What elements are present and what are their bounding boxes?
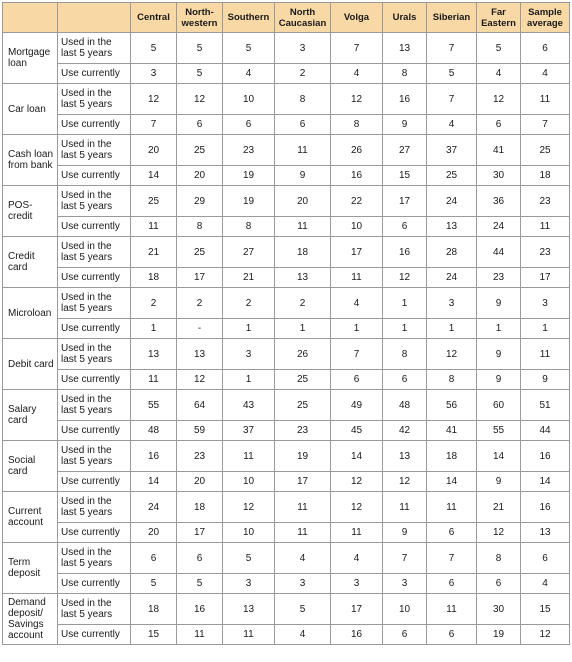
table-cell: 9	[477, 370, 521, 390]
table-cell: 45	[331, 421, 383, 441]
table-cell: 9	[477, 288, 521, 319]
table-cell: 4	[223, 64, 275, 84]
table-cell: 6	[427, 523, 477, 543]
table-cell: 27	[383, 135, 427, 166]
table-row	[3, 370, 570, 390]
table-cell: 17	[521, 268, 570, 288]
table-cell: 1	[223, 370, 275, 390]
table-cell: 5	[131, 574, 177, 594]
table-cell: 15	[131, 625, 177, 645]
table-cell: 6	[427, 625, 477, 645]
usage-label: Used in the last 5 years	[58, 543, 131, 574]
table-cell: 20	[275, 186, 331, 217]
table-cell: 37	[223, 421, 275, 441]
table-cell: 24	[427, 268, 477, 288]
table-cell: 23	[477, 268, 521, 288]
table-cell: 16	[131, 441, 177, 472]
usage-label: Use currently	[58, 166, 131, 186]
product-label: Cash loan from bank	[3, 135, 58, 186]
usage-label: Used in the last 5 years	[58, 135, 131, 166]
product-label: Demand deposit/ Savings account	[3, 594, 58, 645]
table-row	[3, 472, 570, 492]
table-cell: 3	[275, 33, 331, 64]
table-cell: 41	[427, 421, 477, 441]
table-cell: 7	[331, 33, 383, 64]
table-cell: 3	[383, 574, 427, 594]
table-body	[3, 33, 570, 645]
table-cell: 3	[275, 574, 331, 594]
product-label: Current account	[3, 492, 58, 543]
table-cell: 11	[223, 625, 275, 645]
product-label: Salary card	[3, 390, 58, 441]
table-cell: 3	[521, 288, 570, 319]
table-cell: 6	[223, 115, 275, 135]
table-row	[3, 186, 570, 217]
usage-label: Used in the last 5 years	[58, 237, 131, 268]
table-cell: 7	[331, 339, 383, 370]
table-cell: 12	[383, 268, 427, 288]
product-label: Debit card	[3, 339, 58, 390]
table-cell: 60	[477, 390, 521, 421]
table-cell: 13	[383, 441, 427, 472]
table-cell: 25	[275, 370, 331, 390]
column-header: North Caucasian	[275, 3, 331, 33]
table-cell: 18	[427, 441, 477, 472]
table-cell: 5	[223, 543, 275, 574]
table-cell: 1	[275, 319, 331, 339]
table-cell: 9	[477, 472, 521, 492]
table-cell: 20	[177, 166, 223, 186]
table-cell: 14	[131, 166, 177, 186]
table-cell: 11	[331, 268, 383, 288]
table-cell: 13	[223, 594, 275, 625]
table-cell: 2	[131, 288, 177, 319]
table-header-row	[3, 3, 570, 33]
usage-label: Used in the last 5 years	[58, 390, 131, 421]
table-cell: 11	[521, 339, 570, 370]
table-cell: 1	[383, 288, 427, 319]
table-cell: 6	[383, 625, 427, 645]
table-row	[3, 492, 570, 523]
table-cell: 64	[177, 390, 223, 421]
table-cell: 8	[223, 217, 275, 237]
table-cell: 48	[383, 390, 427, 421]
table-cell: 7	[383, 543, 427, 574]
table-cell: 9	[383, 523, 427, 543]
table-cell: 3	[427, 288, 477, 319]
table-cell: 4	[521, 574, 570, 594]
table-cell: 13	[177, 339, 223, 370]
table-cell: 10	[223, 84, 275, 115]
table-cell: 5	[177, 64, 223, 84]
table-cell: 11	[275, 135, 331, 166]
table-row	[3, 523, 570, 543]
table-cell: 25	[131, 186, 177, 217]
usage-label: Use currently	[58, 523, 131, 543]
table-cell: 7	[521, 115, 570, 135]
table-cell: 11	[131, 217, 177, 237]
table-cell: 36	[477, 186, 521, 217]
usage-label: Use currently	[58, 370, 131, 390]
table-row	[3, 421, 570, 441]
table-cell: 6	[383, 217, 427, 237]
table-cell: 44	[521, 421, 570, 441]
table-cell: 11	[383, 492, 427, 523]
table-cell: 12	[177, 370, 223, 390]
column-header: Central	[131, 3, 177, 33]
usage-label: Used in the last 5 years	[58, 33, 131, 64]
table-cell: 5	[275, 594, 331, 625]
table-cell: 5	[477, 33, 521, 64]
product-label: Mortgage loan	[3, 33, 58, 84]
table-row	[3, 64, 570, 84]
table-cell: 13	[275, 268, 331, 288]
table-cell: 37	[427, 135, 477, 166]
table-cell: 11	[427, 594, 477, 625]
table-cell: 8	[177, 217, 223, 237]
table-row	[3, 237, 570, 268]
table-cell: 4	[427, 115, 477, 135]
table-cell: 23	[223, 135, 275, 166]
table-cell: 18	[521, 166, 570, 186]
table-cell: 8	[477, 543, 521, 574]
table-cell: 10	[223, 472, 275, 492]
table-cell: 11	[275, 492, 331, 523]
table-cell: 19	[223, 166, 275, 186]
table-cell: 19	[477, 625, 521, 645]
product-label: Microloan	[3, 288, 58, 339]
table-cell: 17	[383, 186, 427, 217]
table-cell: 9	[275, 166, 331, 186]
usage-label: Use currently	[58, 217, 131, 237]
table-cell: 6	[427, 574, 477, 594]
table-cell: 4	[275, 543, 331, 574]
table-cell: 12	[223, 492, 275, 523]
table-cell: 9	[383, 115, 427, 135]
table-cell: 12	[331, 472, 383, 492]
table-cell: 48	[131, 421, 177, 441]
table-cell: 4	[331, 64, 383, 84]
table-cell: 55	[131, 390, 177, 421]
product-label: Car loan	[3, 84, 58, 135]
table-cell: 24	[427, 186, 477, 217]
usage-label: Use currently	[58, 421, 131, 441]
table-cell: 25	[275, 390, 331, 421]
table-cell: 21	[223, 268, 275, 288]
table-cell: 4	[521, 64, 570, 84]
table-cell: 42	[383, 421, 427, 441]
table-cell: 14	[131, 472, 177, 492]
table-row	[3, 594, 570, 625]
table-cell: 23	[521, 237, 570, 268]
table-cell: 17	[177, 268, 223, 288]
table-cell: 11	[177, 625, 223, 645]
table-cell: 3	[131, 64, 177, 84]
table-cell: 3	[331, 574, 383, 594]
table-cell: 8	[331, 115, 383, 135]
table-cell: 22	[331, 186, 383, 217]
table-cell: 9	[477, 339, 521, 370]
usage-label: Use currently	[58, 472, 131, 492]
table-cell: 11	[331, 523, 383, 543]
product-label: Term deposit	[3, 543, 58, 594]
table-cell: 7	[427, 543, 477, 574]
table-cell: 59	[177, 421, 223, 441]
product-label: Social card	[3, 441, 58, 492]
table-cell: 11	[223, 441, 275, 472]
table-cell: 3	[223, 339, 275, 370]
column-header: Siberian	[427, 3, 477, 33]
table-cell: 16	[521, 492, 570, 523]
table-cell: 11	[275, 217, 331, 237]
table-cell: 11	[427, 492, 477, 523]
table-cell: 29	[177, 186, 223, 217]
table-cell: 6	[275, 115, 331, 135]
table-cell: 24	[477, 217, 521, 237]
column-header: Far Eastern	[477, 3, 521, 33]
table-row	[3, 115, 570, 135]
table-cell: 25	[177, 135, 223, 166]
column-header	[3, 3, 58, 33]
table-cell: 6	[331, 370, 383, 390]
table-row	[3, 166, 570, 186]
table-cell: 18	[275, 237, 331, 268]
table-cell: 1	[427, 319, 477, 339]
usage-label: Used in the last 5 years	[58, 339, 131, 370]
table-cell: 5	[177, 574, 223, 594]
table-cell: 18	[131, 594, 177, 625]
table-cell: 11	[275, 523, 331, 543]
table-cell: 41	[477, 135, 521, 166]
table-cell: 1	[521, 319, 570, 339]
product-label: Credit card	[3, 237, 58, 288]
column-header: Volga	[331, 3, 383, 33]
table-cell: 16	[177, 594, 223, 625]
table-cell: 14	[477, 441, 521, 472]
table-cell: 30	[477, 166, 521, 186]
table-cell: 12	[383, 472, 427, 492]
table-cell: 12	[521, 625, 570, 645]
column-header	[58, 3, 131, 33]
column-header: Urals	[383, 3, 427, 33]
table-cell: 11	[521, 217, 570, 237]
table-cell: 6	[177, 543, 223, 574]
table-cell: 6	[177, 115, 223, 135]
table-cell: 25	[177, 237, 223, 268]
regional-financial-products-table	[2, 2, 570, 645]
table-cell: 2	[223, 288, 275, 319]
usage-label: Used in the last 5 years	[58, 594, 131, 625]
table-cell: 11	[131, 370, 177, 390]
table-cell: 6	[131, 543, 177, 574]
table-cell: 4	[477, 64, 521, 84]
table-cell: 6	[521, 33, 570, 64]
table-cell: 1	[223, 319, 275, 339]
table-cell: 13	[383, 33, 427, 64]
table-cell: 1	[383, 319, 427, 339]
table-cell: 8	[427, 370, 477, 390]
table-cell: 15	[383, 166, 427, 186]
table-row	[3, 390, 570, 421]
table-cell: 10	[223, 523, 275, 543]
usage-label: Use currently	[58, 268, 131, 288]
table-cell: 23	[275, 421, 331, 441]
table-cell: 5	[223, 33, 275, 64]
table-cell: 21	[477, 492, 521, 523]
table-row	[3, 288, 570, 319]
table-cell: 3	[223, 574, 275, 594]
column-header: Southern	[223, 3, 275, 33]
table-cell: 14	[427, 472, 477, 492]
table-cell: 14	[521, 472, 570, 492]
table-row	[3, 33, 570, 64]
table-cell: 4	[331, 543, 383, 574]
table-row	[3, 441, 570, 472]
table-row	[3, 543, 570, 574]
table-cell: 11	[521, 84, 570, 115]
table-cell: 1	[131, 319, 177, 339]
table-cell: 13	[427, 217, 477, 237]
table-cell: 5	[177, 33, 223, 64]
table-row	[3, 319, 570, 339]
table-cell: 12	[131, 84, 177, 115]
table-cell: 18	[131, 268, 177, 288]
table-cell: 17	[275, 472, 331, 492]
table-cell: 2	[275, 288, 331, 319]
table-cell: 25	[521, 135, 570, 166]
usage-label: Used in the last 5 years	[58, 492, 131, 523]
table-cell: 44	[477, 237, 521, 268]
table-row	[3, 268, 570, 288]
table-cell: 13	[521, 523, 570, 543]
table-cell: 12	[177, 84, 223, 115]
table-cell: 5	[131, 33, 177, 64]
table-cell: 7	[427, 33, 477, 64]
table-cell: 21	[131, 237, 177, 268]
table-cell: 9	[521, 370, 570, 390]
table-cell: 49	[331, 390, 383, 421]
table-cell: 1	[331, 319, 383, 339]
usage-label: Use currently	[58, 64, 131, 84]
table-cell: 16	[383, 237, 427, 268]
table-cell: 2	[275, 64, 331, 84]
table-cell: 18	[177, 492, 223, 523]
table-cell: 26	[275, 339, 331, 370]
product-label: POS-credit	[3, 186, 58, 237]
table-cell: 51	[521, 390, 570, 421]
table-cell: 14	[331, 441, 383, 472]
usage-label: Use currently	[58, 319, 131, 339]
column-header: Sample average	[521, 3, 570, 33]
usage-label: Use currently	[58, 574, 131, 594]
table-cell: 6	[477, 115, 521, 135]
table-cell: 19	[275, 441, 331, 472]
usage-label: Used in the last 5 years	[58, 84, 131, 115]
table-cell: 16	[521, 441, 570, 472]
table-cell: 17	[331, 237, 383, 268]
table-row	[3, 339, 570, 370]
table-cell: 6	[521, 543, 570, 574]
table-cell: 2	[177, 288, 223, 319]
table-row	[3, 574, 570, 594]
table-cell: 25	[427, 166, 477, 186]
table-cell: 17	[331, 594, 383, 625]
table-row	[3, 84, 570, 115]
table-cell: 8	[383, 339, 427, 370]
table-cell: 17	[177, 523, 223, 543]
table-cell: 20	[131, 135, 177, 166]
table-row	[3, 135, 570, 166]
table-cell: 20	[177, 472, 223, 492]
table-cell: 26	[331, 135, 383, 166]
table-cell: 15	[521, 594, 570, 625]
table-cell: 1	[477, 319, 521, 339]
table-row	[3, 217, 570, 237]
table-cell: 10	[331, 217, 383, 237]
usage-label: Used in the last 5 years	[58, 441, 131, 472]
column-header: North- western	[177, 3, 223, 33]
table-cell: 43	[223, 390, 275, 421]
table-cell: 7	[131, 115, 177, 135]
table-cell: 13	[131, 339, 177, 370]
table-row	[3, 625, 570, 645]
table-cell: 20	[131, 523, 177, 543]
table-cell: 55	[477, 421, 521, 441]
table-cell: 6	[477, 574, 521, 594]
table-cell: 30	[477, 594, 521, 625]
table-cell: 12	[331, 84, 383, 115]
table-cell: 5	[427, 64, 477, 84]
table-cell: 12	[477, 84, 521, 115]
table-cell: 16	[331, 166, 383, 186]
table-cell: 16	[383, 84, 427, 115]
table-cell: 16	[331, 625, 383, 645]
table-cell: 27	[223, 237, 275, 268]
usage-label: Used in the last 5 years	[58, 288, 131, 319]
table-cell: 8	[383, 64, 427, 84]
table-cell: 7	[427, 84, 477, 115]
usage-label: Used in the last 5 years	[58, 186, 131, 217]
table-cell: 12	[427, 339, 477, 370]
usage-label: Use currently	[58, 115, 131, 135]
table-cell: 8	[275, 84, 331, 115]
table-cell: 4	[331, 288, 383, 319]
table-cell: 28	[427, 237, 477, 268]
table-cell: 56	[427, 390, 477, 421]
table-cell: 4	[275, 625, 331, 645]
table-cell: 24	[131, 492, 177, 523]
table-cell: 19	[223, 186, 275, 217]
table-cell: 12	[477, 523, 521, 543]
usage-label: Use currently	[58, 625, 131, 645]
table-cell: 23	[177, 441, 223, 472]
table-cell: 12	[331, 492, 383, 523]
table-cell: 23	[521, 186, 570, 217]
table-cell: 6	[383, 370, 427, 390]
table-cell: 10	[383, 594, 427, 625]
table-cell: -	[177, 319, 223, 339]
